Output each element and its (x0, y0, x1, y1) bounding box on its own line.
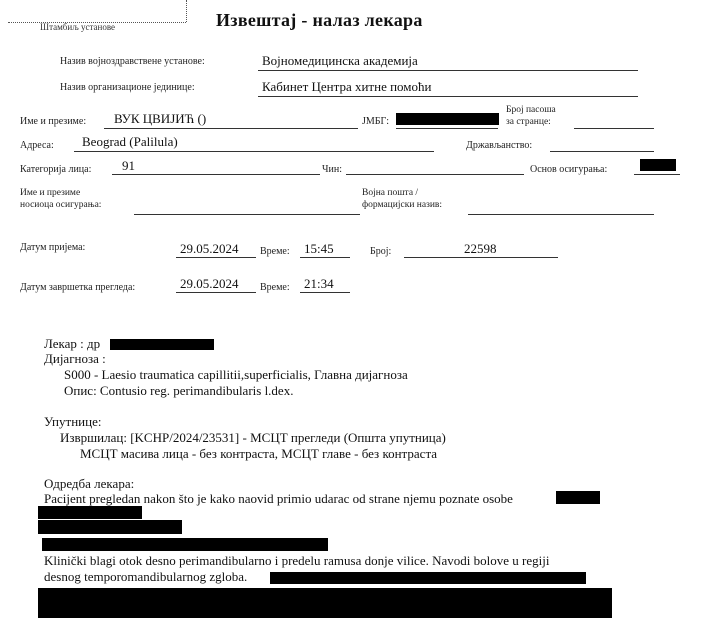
category-label: Категорија лица: (20, 164, 92, 175)
admission-number-label: Број: (370, 246, 392, 257)
diagnosis-line: S000 - Laesio traumatica capillitii,superficialis, Главна дијагноза (64, 367, 408, 382)
insured-label-1: Име и презиме (20, 188, 81, 198)
admission-time-label: Време: (260, 246, 290, 257)
military-post-label-2: формацијски назив: (362, 200, 443, 210)
order-redaction-1 (556, 491, 600, 504)
completion-time-line (300, 292, 350, 293)
admission-number-value: 22598 (464, 241, 497, 256)
doctor-name-redaction (110, 339, 214, 350)
jmbg-label: ЈМБГ: (362, 116, 390, 127)
description-line: Опис: Contusio reg. perimandibularis l.dex. (64, 383, 294, 398)
admission-time-line (300, 257, 350, 258)
passport-line (574, 128, 654, 129)
rank-label: Чин: (322, 164, 342, 175)
passport-label-2: за странце: (506, 117, 551, 127)
citizenship-line (550, 151, 654, 152)
address-value: Beograd (Palilula) (82, 134, 178, 149)
insured-line (134, 214, 360, 215)
jmbg-line (396, 128, 498, 129)
category-value: 91 (122, 158, 135, 173)
admission-number-line (404, 257, 558, 258)
institution-value: Војномедицинска академија (262, 53, 418, 68)
completion-date-value: 29.05.2024 (180, 276, 239, 291)
address-label: Адреса: (20, 140, 54, 151)
insurance-basis-redaction (640, 159, 676, 171)
completion-time-label: Време: (260, 282, 290, 293)
page-title: Извештај - налаз лекара (216, 10, 423, 30)
stamp-dotted-border (186, 0, 187, 22)
institution-label: Назив војноздравствене установе: (60, 56, 205, 67)
order-line-1: Pacijent pregledan nakon što je kako naovid primio udarac od strane njemu poznate osobe (44, 491, 513, 506)
admission-date-label: Датум пријема: (20, 242, 86, 253)
unit-label: Назив организационе јединице: (60, 82, 195, 93)
referral-line-1: Извршилац: [KCHP/2024/23531] - МСЦТ прегледи (Општа упутница) (60, 430, 446, 445)
category-line (112, 174, 320, 175)
unit-line (258, 96, 638, 97)
insured-label-2: носиоца осигурања: (20, 200, 102, 210)
military-post-line (468, 214, 654, 215)
jmbg-redaction (396, 113, 499, 125)
name-line (104, 128, 358, 129)
institution-line (258, 70, 638, 71)
order-redaction-6 (38, 588, 612, 618)
admission-time-value: 15:45 (304, 241, 334, 256)
stamp-label: Штамбиљ установе (40, 22, 116, 32)
unit-value: Кабинет Центра хитне помоћи (262, 79, 432, 94)
order-redaction-5 (270, 572, 586, 584)
rank-line (346, 174, 524, 175)
order-redaction-4 (42, 538, 328, 551)
military-post-label-1: Војна пошта / (362, 188, 419, 198)
doctor-label: Лекар : др (44, 336, 101, 351)
name-label: Име и презиме: (20, 116, 87, 127)
referral-line-2: МСЦТ масива лица - без контраста, МСЦТ главе - без контраста (80, 446, 438, 461)
diagnosis-label: Дијагноза : (44, 351, 106, 366)
citizenship-label: Држављанство: (466, 140, 533, 151)
order-line-5: desnog temporomandibularnog zgloba. (44, 569, 248, 584)
admission-date-value: 29.05.2024 (180, 241, 239, 256)
insurance-basis-line (634, 174, 680, 175)
order-line-4: Klinički blagi otok desno perimandibularno i predelu ramusa donje vilice. Navodi bolove u regiji (44, 553, 550, 568)
address-line (74, 151, 434, 152)
name-value: ВУК ЦВИЈИЋ () (114, 111, 207, 126)
order-label: Одредба лекара: (44, 476, 135, 491)
passport-label-1: Број пасоша (506, 105, 556, 115)
order-redaction-3 (38, 520, 182, 534)
referrals-label: Упутнице: (44, 414, 102, 429)
completion-time-value: 21:34 (304, 276, 334, 291)
insurance-basis-label: Основ осигурања: (530, 164, 608, 175)
completion-date-line (176, 292, 256, 293)
admission-date-line (176, 257, 256, 258)
completion-date-label: Датум завршетка прегледа: (20, 282, 136, 293)
order-redaction-2 (38, 506, 142, 519)
